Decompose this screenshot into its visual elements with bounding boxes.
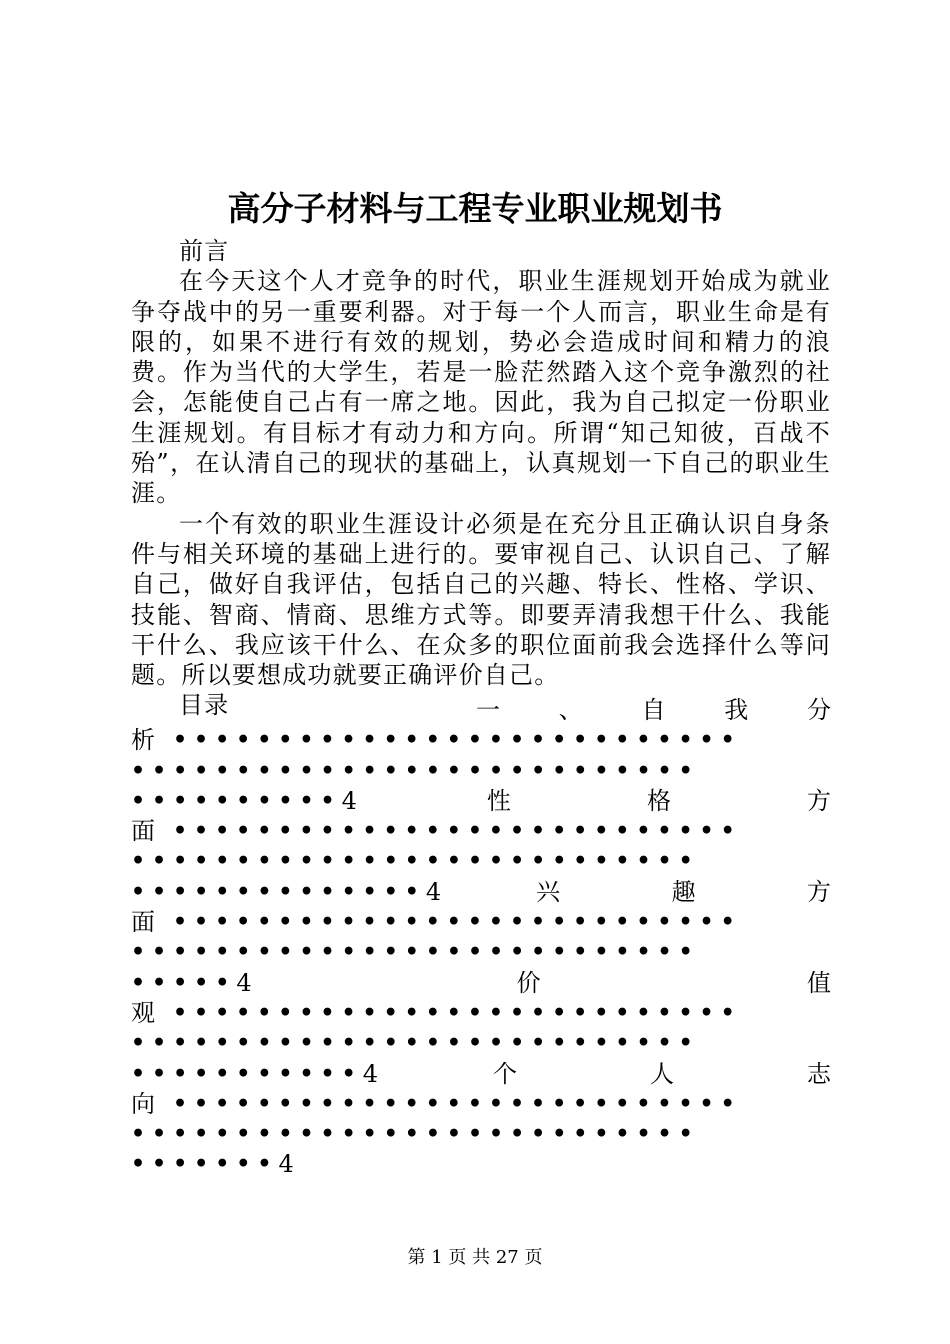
toc-title-char: 性	[486, 786, 511, 815]
toc-entry-title-start	[252, 968, 831, 998]
toc-leader-dots: •••••	[131, 969, 237, 996]
table-of-contents	[131, 695, 831, 1180]
toc-leader-line	[131, 846, 831, 876]
toc-leader-dots: •••••••••••••••••••••••••••	[131, 939, 700, 966]
toc-title-char: 值	[807, 968, 831, 997]
toc-leader-dots: •••••••••••••••••••••••••••	[173, 909, 742, 936]
toc-entry-3-head	[131, 877, 831, 907]
toc-entry-title-start	[131, 695, 831, 725]
toc-entry-title-end: 面	[131, 817, 155, 846]
toc-title-char: 方	[807, 877, 831, 906]
toc-title-char: 人	[649, 1059, 674, 1088]
toc-leader-line	[131, 937, 831, 967]
toc-leader-dots: ••••••••••••••	[131, 878, 426, 905]
toc-label: 目录	[179, 691, 230, 720]
toc-leader-dots: •••••••••••••••••••••••••••	[131, 848, 700, 875]
toc-title-char: 方	[807, 786, 831, 815]
toc-entry-5-head	[131, 1059, 831, 1089]
toc-entry-title-start	[441, 877, 831, 907]
toc-leader-dots: •••••••••••••••••••••••••••	[131, 1121, 700, 1148]
toc-entry-title-end: 析	[131, 726, 155, 755]
page-footer: 第 1 页 共 27 页	[407, 1247, 543, 1268]
toc-title-char: 自	[641, 696, 666, 724]
toc-page-number: 4	[341, 786, 357, 815]
toc-entry-title-start	[357, 786, 831, 816]
preface-label: 前言	[179, 237, 230, 265]
document-body	[131, 236, 831, 721]
toc-leader-dots: •••••••	[131, 1151, 279, 1178]
toc-title-char: 分	[807, 696, 831, 724]
toc-entry-title-start	[378, 1059, 831, 1089]
toc-entry-2-middle	[131, 816, 831, 846]
toc-title-char: 、	[558, 696, 583, 724]
toc-page-number: 4	[278, 1150, 294, 1179]
toc-entry-3-middle	[131, 907, 831, 937]
toc-leader-line	[131, 756, 831, 786]
paragraph-1: 在今天这个人才竞争的时代，职业生涯规划开始成为就业争夺战中的另一重要利器。对于每一个人而言，职业生命是有限的，如果不进行有效的规划，势必会造成时间和精力的浪费。作为当代的大学生，若是一脸茫然踏入这个竞争激烈的社会，怎能使自己占有一席之地。因此，我为自己拟定一份职业生涯规划。有目标才有动力和方向。所谓“知己知彼，百战不殆”，在认清自己的现状的基础上，认真规划一下自己的职业生涯。	[131, 267, 831, 508]
paragraph-2: 一个有效的职业生涯设计必须是在充分且正确认识自身条件与相关环境的基础上进行的。要审视自己、认识自己、了解自己，做好自我评估，包括自己的兴趣、特长、性格、学识、技能、智商、情商、思维方式等。即要弄清我想干什么、我能干什么、我应该干什么、在众多的职位面前我会选择什么等问题。所以要想成功就要正确评价自己。	[131, 509, 831, 690]
toc-page-number: 4	[236, 968, 252, 997]
toc-title-char: 个	[492, 1059, 517, 1088]
toc-leader-dots: •••••••••••••••••••••••••••	[173, 1090, 742, 1117]
toc-title-char: 志	[807, 1059, 831, 1088]
toc-entry-title-end: 面	[131, 908, 155, 937]
toc-entry-4-middle	[131, 998, 831, 1028]
toc-leader-dots: •••••••••••	[131, 1060, 363, 1087]
toc-entry-2-head	[131, 786, 831, 816]
toc-leader-dots: •••••••••••••••••••••••••••	[131, 1030, 700, 1057]
toc-title-char: 我	[724, 696, 749, 724]
toc-leader-dots: ••••••••••	[131, 787, 342, 814]
toc-page-number: 4	[362, 1059, 378, 1088]
document-title: 高分子材料与工程专业职业规划书	[227, 189, 723, 228]
toc-entry-4-head	[131, 968, 831, 998]
toc-leader-dots: •••••••••••••••••••••••••••	[173, 999, 742, 1026]
toc-title-char: 一	[476, 696, 500, 724]
toc-entry-5-middle	[131, 1089, 831, 1119]
toc-title-char: 趣	[671, 877, 696, 906]
toc-title-char: 兴	[536, 877, 561, 906]
toc-leader-line	[131, 1119, 831, 1149]
toc-entry-1-middle	[131, 725, 831, 755]
toc-leader-dots: •••••••••••••••••••••••••••	[131, 757, 700, 784]
toc-entry-1-head	[131, 695, 831, 725]
toc-title-char: 价	[516, 968, 541, 997]
toc-leader-dots: •••••••••••••••••••••••••••	[173, 727, 742, 754]
toc-leader-dots: •••••••••••••••••••••••••••	[173, 818, 742, 845]
toc-leader-line	[131, 1028, 831, 1058]
toc-page-number: 4	[425, 877, 442, 906]
toc-entry-title-end: 向	[131, 1089, 155, 1118]
toc-entry-title-end: 观	[131, 998, 155, 1027]
toc-entry-5-tail	[131, 1149, 831, 1179]
toc-title-char: 格	[646, 786, 671, 815]
